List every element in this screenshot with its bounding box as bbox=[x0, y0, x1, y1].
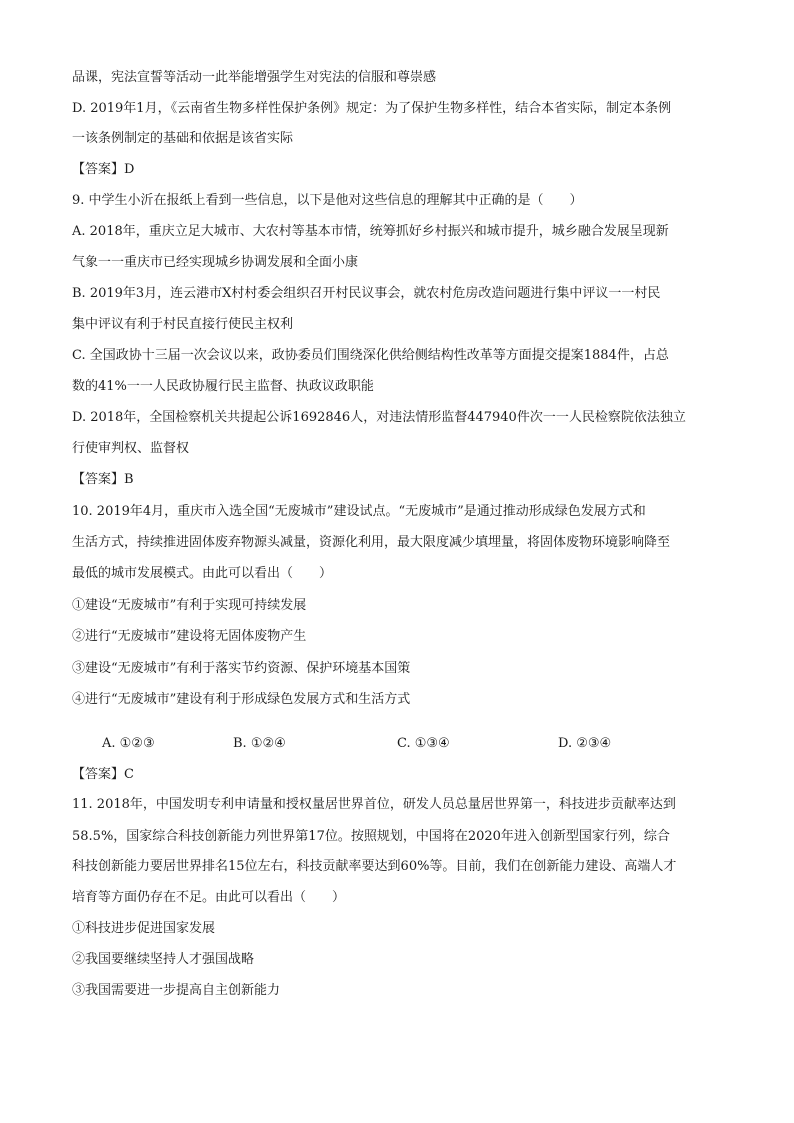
text-line: ②进行“无废城市”建设将无固体废物产生 bbox=[72, 629, 307, 644]
text-line: 生活方式，持续推进固体废弃物源头减量，资源化利用，最大限度减少填埋量，将固体废物环境影响降至 bbox=[72, 535, 671, 550]
option-a: A. ①②③ bbox=[102, 736, 155, 751]
text-line: 58.5%，国家综合科技创新能力列世界第17位。按照规划，中国将在2020年进入创新型国家行列，综合 bbox=[72, 829, 670, 844]
answer-line: 【答案】B bbox=[72, 472, 134, 487]
text-line: D. 2019年1月，《云南省生物多样性保护条例》规定：为了保护生物多样性，结合本省实际，制定本条例 bbox=[72, 101, 672, 116]
text-line: 最低的城市发展模式。由此可以看出（ ） bbox=[72, 566, 333, 581]
answer-options bbox=[0, 736, 794, 752]
text-line: 科技创新能力要居世界排名15位左右，科技贡献率要达到60%等。目前，我们在创新能力建设、高端人才 bbox=[72, 859, 677, 874]
question-line: 9. 中学生小沂在报纸上看到一些信息，以下是他对这些信息的理解其中正确的是（ ） bbox=[72, 193, 583, 208]
text-line: 培育等方面仍存在不足。由此可以看出（ ） bbox=[72, 890, 346, 905]
text-line: 气象一一重庆市已经实现城乡协调发展和全面小康 bbox=[72, 255, 359, 270]
answer-line: 【答案】C bbox=[72, 767, 134, 782]
option-d: D. ②③④ bbox=[558, 736, 612, 751]
text-line: C. 全国政协十三届一次会议以来，政协委员们围绕深化供给侧结构性改革等方面提交提案1884件，占总 bbox=[72, 348, 669, 363]
text-line: ③建设“无废城市”有利于落实节约资源、保护环境基本国策 bbox=[72, 661, 411, 676]
option-b: B. ①②④ bbox=[233, 736, 286, 751]
text-line: 行使审判权、监督权 bbox=[72, 441, 190, 456]
text-line: ③我国需要进一步提高自主创新能力 bbox=[72, 983, 281, 998]
question-line: 10. 2019年4月，重庆市入选全国“无废城市”建设试点。“无废城市”是通过推动形成绿色发展方式和 bbox=[72, 504, 646, 519]
text-line: 数的41%一一人民政协履行民主监督、执政议政职能 bbox=[72, 379, 374, 394]
text-line: ①建设“无废城市”有利于实现可持续发展 bbox=[72, 598, 307, 613]
text-line: ④进行“无废城市”建设有利于形成绿色发展方式和生活方式 bbox=[72, 692, 411, 707]
text-line: A. 2018年，重庆立足大城市、大农村等基本市情，统筹抓好乡村振兴和城市提升，城乡融合发展呈现新 bbox=[72, 224, 669, 239]
text-line: B. 2019年3月，连云港市X村村委会组织召开村民议事会，就农村危房改造问题进行集中评议一一村民 bbox=[72, 286, 661, 301]
text-line: 集中评议有利于村民直接行使民主权利 bbox=[72, 317, 294, 332]
text-line: ①科技进步促进国家发展 bbox=[72, 921, 216, 936]
text-line: 一该条例制定的基础和依据是该省实际 bbox=[72, 131, 294, 146]
text-line: ②我国要继续坚持人才强国战略 bbox=[72, 952, 255, 967]
option-c: C. ①③④ bbox=[397, 736, 450, 751]
answer-line: 【答案】D bbox=[72, 162, 135, 177]
text-line: D. 2018年，全国检察机关共提起公诉1692846人，对违法情形监督447940件次一一人民检察院依法独立 bbox=[72, 410, 686, 425]
question-line: 11. 2018年，中国发明专利申请量和授权量居世界首位，研发人员总量居世界第一，科技进步贡献率达到 bbox=[72, 797, 676, 812]
text-line: 品课，宪法宣誓等活动一此举能增强学生对宪法的信服和尊崇感 bbox=[72, 70, 437, 85]
